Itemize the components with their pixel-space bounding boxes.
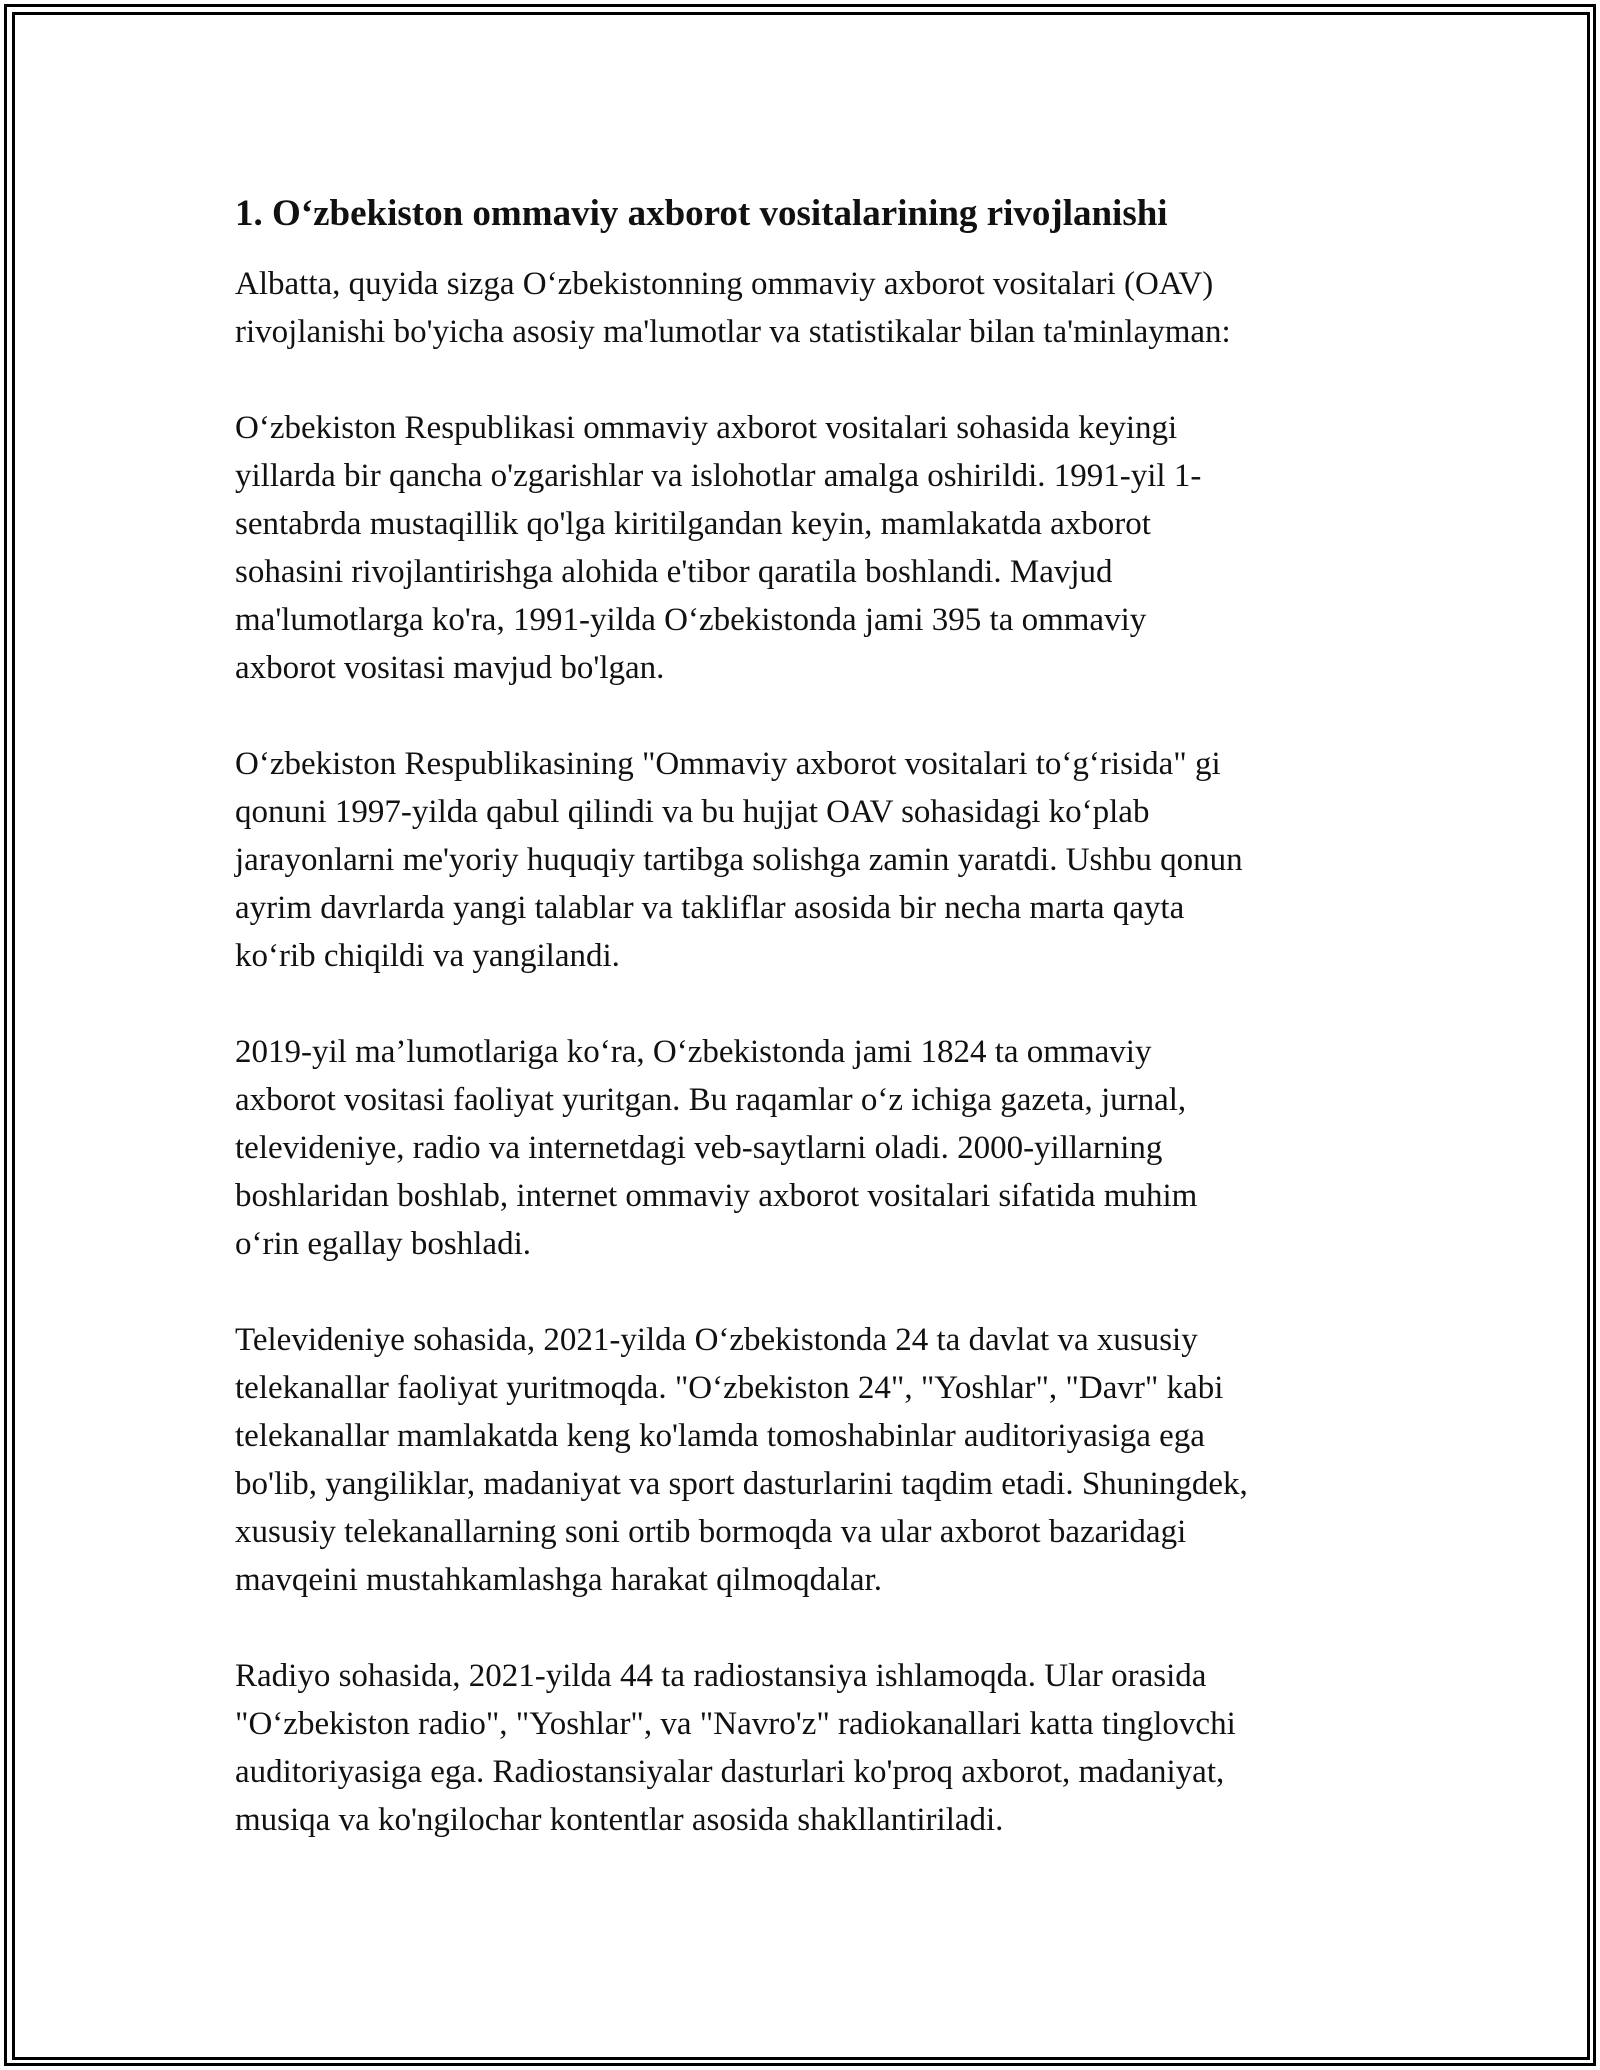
text-line: sohasini rivojlantirishga alohida e'tibor qaratila boshlandi. Mavjud: [235, 554, 1113, 590]
text-line: axborot vositasi mavjud bo'lgan.: [235, 650, 665, 686]
text-line: auditoriyasiga ega. Radiostansiyalar dasturlari ko'proq axborot, madaniyat,: [235, 1754, 1225, 1790]
text-line: televideniye, radio va internetdagi veb-saytlarni oladi. 2000-yillarning: [235, 1130, 1163, 1166]
text-line: Albatta, quyida sizga O‘zbekistonning ommaviy axborot vositalari (OAV): [235, 266, 1214, 302]
text-line: O‘zbekiston Respublikasi ommaviy axborot vositalari sohasida keyingi: [235, 410, 1178, 446]
text-line: rivojlanishi bo'yicha asosiy ma'lumotlar va statistikalar bilan ta'minlayman:: [235, 314, 1231, 350]
text-line: mavqeini mustahkamlashga harakat qilmoqdalar.: [235, 1562, 882, 1598]
paragraph-media-law: [235, 740, 1370, 980]
text-line: ko‘rib chiqildi va yangilandi.: [235, 938, 620, 974]
text-line: o‘rin egallay boshladi.: [235, 1226, 532, 1262]
text-line: boshlaridan boshlab, internet ommaviy axborot vositalari sifatida muhim: [235, 1178, 1198, 1214]
paragraph-2019-statistics: [235, 1028, 1370, 1268]
text-line: Radiyo sohasida, 2021-yilda 44 ta radiostansiya ishlamoqda. Ular orasida: [235, 1658, 1207, 1694]
paragraph-republic-media: [235, 404, 1370, 692]
section-title: 1. O‘zbekiston ommaviy axborot vositalarining rivojlanishi: [235, 193, 1168, 234]
paragraph-television: [235, 1316, 1370, 1604]
text-line: telekanallar faoliyat yuritmoqda. "O‘zbekiston 24", "Yoshlar", "Davr" kabi: [235, 1370, 1224, 1406]
text-line: qonuni 1997-yilda qabul qilindi va bu hujjat OAV sohasidagi ko‘plab: [235, 794, 1150, 830]
text-line: xususiy telekanallarning soni ortib bormoqda va ular axborot bazaridagi: [235, 1514, 1187, 1550]
text-line: yillarda bir qancha o'zgarishlar va islohotlar amalga oshirildi. 1991-yil 1-: [235, 458, 1202, 494]
text-line: axborot vositasi faoliyat yuritgan. Bu raqamlar o‘z ichiga gazeta, jurnal,: [235, 1082, 1187, 1118]
text-line: jarayonlarni me'yoriy huquqiy tartibga solishga zamin yaratdi. Ushbu qonun: [235, 842, 1243, 878]
text-line: "O‘zbekiston radio", "Yoshlar", va "Navro'z" radiokanallari katta tinglovchi: [235, 1706, 1236, 1742]
paragraph-radio: [235, 1652, 1370, 1844]
text-line: bo'lib, yangiliklar, madaniyat va sport dasturlarini taqdim etadi. Shuningdek,: [235, 1466, 1248, 1502]
text-line: 2019-yil ma’lumotlariga ko‘ra, O‘zbekistonda jami 1824 ta ommaviy: [235, 1034, 1152, 1070]
text-line: Televideniye sohasida, 2021-yilda O‘zbekistonda 24 ta davlat va xususiy: [235, 1322, 1198, 1358]
paragraph-intro: [235, 260, 1370, 356]
document-body: [235, 188, 1370, 1844]
text-line: telekanallar mamlakatda keng ko'lamda tomoshabinlar auditoriyasiga ega: [235, 1418, 1205, 1454]
text-line: sentabrda mustaqillik qo'lga kiritilgandan keyin, mamlakatda axborot: [235, 506, 1151, 542]
text-line: ma'lumotlarga ko'ra, 1991-yilda O‘zbekistonda jami 395 ta ommaviy: [235, 602, 1147, 638]
text-line: ayrim davrlarda yangi talablar va takliflar asosida bir necha marta qayta: [235, 890, 1185, 926]
text-line: musiqa va ko'ngilochar kontentlar asosida shakllantiriladi.: [235, 1802, 1004, 1838]
text-line: O‘zbekiston Respublikasining "Ommaviy axborot vositalari to‘g‘risida" gi: [235, 746, 1221, 782]
